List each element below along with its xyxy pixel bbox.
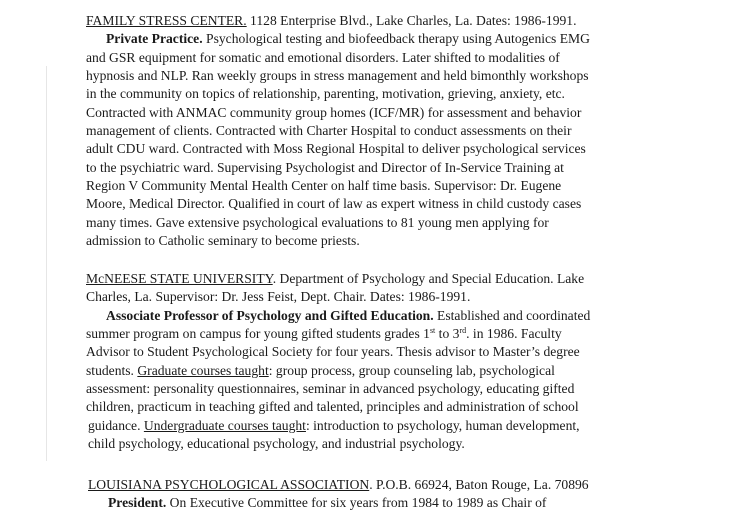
role-title: Associate Professor of Psychology and Gifted Education.: [106, 307, 434, 323]
text-run: summer program on campus for young gifted students grades 1: [86, 326, 430, 342]
org-details: 1128 Enterprise Blvd., Lake Charles, La. Dates: 1986-1991.: [246, 13, 577, 28]
body-line: [86, 417, 686, 435]
text-run: . in 1986. Faculty: [466, 326, 562, 342]
ordinal-suffix: rd: [459, 326, 467, 336]
entry-header: [86, 270, 686, 288]
role-details: Established and coordinated: [433, 307, 591, 323]
org-details: . P.O.B. 66924, Baton Rouge, La. 70896: [369, 477, 589, 492]
entry-header: [86, 12, 686, 30]
body-line: hypnosis and NLP. Ran weekly groups in stress management and held bimonthly workshops: [86, 68, 589, 84]
ordinal-suffix: st: [429, 326, 436, 336]
margin-rule: [46, 66, 47, 461]
body-line: Charles, La. Supervisor: Dr. Jess Feist, Dept. Chair. Dates: 1986-1991.: [86, 289, 471, 305]
text-run: students.: [86, 362, 138, 378]
body-line: children, practicum in teaching gifted and talented, principles and administration of school: [86, 399, 579, 415]
body-line: Psychological testing and biofeedback therapy using Autogenics EMG: [202, 31, 590, 47]
text-run: guidance.: [88, 417, 144, 433]
text-run: : introduction to psychology, human development,: [305, 417, 580, 433]
body-line: admission to Catholic seminary to become priests.: [86, 233, 360, 249]
undergraduate-courses-label: Undergraduate courses taught: [143, 417, 306, 433]
body-line: Contracted with ANMAC community group homes (ICF/MR) for assessment and behavior: [86, 104, 582, 120]
org-name: FAMILY STRESS CENTER.: [86, 13, 247, 28]
body-line: Moore, Medical Director. Qualified in court of law as expert witness in child custody cases: [86, 196, 582, 212]
entry-header: [88, 476, 688, 494]
role-line: [86, 307, 686, 325]
body-line: in the community on topics of relationship, parenting, motivation, grieving, anxiety, etc.: [86, 86, 565, 102]
body-line: child psychology, educational psychology, and industrial psychology.: [88, 436, 465, 452]
role-line: [86, 30, 686, 48]
text-run: to 3: [435, 326, 460, 342]
org-name: LOUISIANA PSYCHOLOGICAL ASSOCIATION: [88, 477, 370, 492]
org-name: McNEESE STATE UNIVERSITY: [86, 271, 273, 286]
body-line: Region V Community Mental Health Center on half time basis. Supervisor: Dr. Eugene: [86, 178, 562, 194]
role-line: [88, 494, 688, 512]
role-details: On Executive Committee for six years from 1984 to 1989 as Chair of: [166, 495, 547, 511]
body-line: Advisor to Student Psychological Society for four years. Thesis advisor to Master’s degree: [86, 344, 580, 360]
body-line: many times. Gave extensive psychological evaluations to 81 young men applying for: [86, 214, 549, 230]
org-details: . Department of Psychology and Special Education. Lake: [272, 271, 585, 286]
body-line: and GSR equipment for somatic and emotional disorders. Later shifted to modalities of: [86, 49, 560, 65]
entry-louisiana-psychological-association: [88, 476, 688, 513]
text-run: : group process, group counseling lab, psychological: [268, 362, 555, 378]
entry-family-stress-center: [86, 12, 686, 250]
role-title: President.: [108, 495, 167, 511]
graduate-courses-label: Graduate courses taught: [137, 362, 269, 378]
body-line: assessment: personality questionnaires, seminar in advanced psychology, educating gifted: [86, 381, 575, 397]
entry-mcneese-state-university: [86, 270, 686, 453]
body-line: to the psychiatric ward. Supervising Psychologist and Director of In-Service Training at: [86, 159, 564, 175]
body-line: adult CDU ward. Contracted with Moss Regional Hospital to deliver psychological services: [86, 141, 586, 157]
body-line: management of clients. Contracted with Charter Hospital to conduct assessments on their: [86, 123, 572, 139]
body-line: [86, 325, 686, 343]
body-line: [86, 362, 686, 380]
role-title: Private Practice.: [106, 31, 203, 47]
